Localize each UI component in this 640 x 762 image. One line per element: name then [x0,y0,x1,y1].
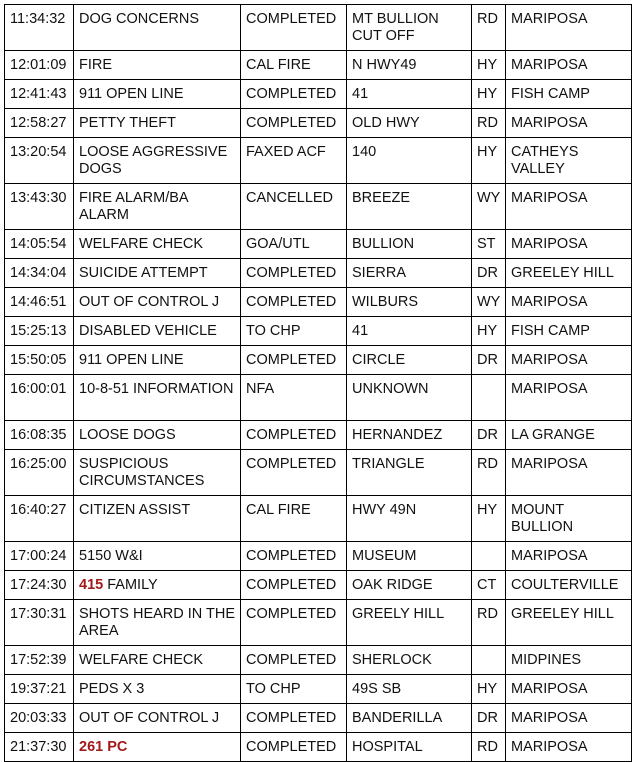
location-cell: BULLION [347,230,472,259]
location-cell: MUSEUM [347,542,472,571]
location-cell: BREEZE [347,184,472,230]
call-time-cell: 17:30:31 [5,600,74,646]
disposition-cell: COMPLETED [241,80,347,109]
call-time-cell: 12:58:27 [5,109,74,138]
street-suffix-cell: DR [472,704,506,733]
call-type-text: SUSPICIOUS CIRCUMSTANCES [79,456,205,489]
call-time-cell: 13:20:54 [5,138,74,184]
location-cell: OAK RIDGE [347,571,472,600]
table-row [5,542,632,571]
city-cell: CATHEYS VALLEY [506,138,632,184]
street-suffix-cell: ST [472,230,506,259]
disposition-cell: COMPLETED [241,259,347,288]
call-type-cell [74,450,241,496]
location-cell: UNKNOWN [347,375,472,421]
call-type-cell [74,600,241,646]
call-type-cell [74,375,241,421]
call-type-cell [74,571,241,600]
location-cell: 41 [347,80,472,109]
city-cell: MARIPOSA [506,346,632,375]
location-cell: WILBURS [347,288,472,317]
disposition-cell: COMPLETED [241,346,347,375]
call-type-text: FAMILY [107,577,158,593]
call-code: 415 [79,577,104,593]
call-type-cell [74,421,241,450]
disposition-cell: GOA/UTL [241,230,347,259]
city-cell: MARIPOSA [506,288,632,317]
call-type-cell [74,646,241,675]
city-cell: MARIPOSA [506,375,632,421]
table-row [5,600,632,646]
table-row [5,230,632,259]
disposition-cell: COMPLETED [241,600,347,646]
street-suffix-cell: HY [472,80,506,109]
call-time-cell: 17:00:24 [5,542,74,571]
call-time-cell: 16:40:27 [5,496,74,542]
city-cell: MIDPINES [506,646,632,675]
table-row [5,51,632,80]
disposition-cell: FAXED ACF [241,138,347,184]
street-suffix-cell: HY [472,317,506,346]
call-type-text: OUT OF CONTROL J [79,710,220,726]
table-row [5,733,632,762]
call-type-text: WELFARE CHECK [79,652,204,668]
street-suffix-cell: CT [472,571,506,600]
city-cell: MARIPOSA [506,51,632,80]
call-type-cell [74,80,241,109]
street-suffix-cell: DR [472,421,506,450]
call-time-cell: 15:25:13 [5,317,74,346]
call-time-cell: 14:05:54 [5,230,74,259]
street-suffix-cell: RD [472,733,506,762]
disposition-cell: COMPLETED [241,288,347,317]
city-cell: MARIPOSA [506,704,632,733]
city-cell: MARIPOSA [506,184,632,230]
call-type-text: PETTY THEFT [79,115,176,131]
city-cell: MOUNT BULLION [506,496,632,542]
table-row [5,138,632,184]
table-row [5,571,632,600]
call-type-text: LOOSE AGGRESSIVE DOGS [79,144,228,177]
location-cell: MT BULLION CUT OFF [347,5,472,51]
street-suffix-cell: RD [472,600,506,646]
disposition-cell: NFA [241,375,347,421]
city-cell: COULTERVILLE [506,571,632,600]
city-cell: MARIPOSA [506,450,632,496]
disposition-cell: COMPLETED [241,733,347,762]
call-type-cell [74,496,241,542]
city-cell: MARIPOSA [506,109,632,138]
disposition-cell: COMPLETED [241,704,347,733]
call-time-cell: 16:08:35 [5,421,74,450]
street-suffix-cell: WY [472,288,506,317]
call-type-text: LOOSE DOGS [79,427,176,443]
call-time-cell: 17:24:30 [5,571,74,600]
call-type-text: OUT OF CONTROL J [79,294,220,310]
street-suffix-cell: HY [472,138,506,184]
call-type-cell [74,109,241,138]
location-cell: 41 [347,317,472,346]
call-type-cell [74,542,241,571]
call-type-text: 911 OPEN LINE [79,86,184,102]
call-type-text: 5150 W&I [79,548,143,564]
disposition-cell: TO CHP [241,675,347,704]
call-time-cell: 15:50:05 [5,346,74,375]
call-type-text: WELFARE CHECK [79,236,204,252]
location-cell: 49S SB [347,675,472,704]
call-time-cell: 11:34:32 [5,5,74,51]
call-time-cell: 16:25:00 [5,450,74,496]
call-type-text: FIRE [79,57,113,73]
call-time-cell: 12:01:09 [5,51,74,80]
disposition-cell: CAL FIRE [241,51,347,80]
location-cell: SHERLOCK [347,646,472,675]
table-row [5,646,632,675]
call-type-text: 911 OPEN LINE [79,352,184,368]
table-row [5,675,632,704]
location-cell: HOSPITAL [347,733,472,762]
call-type-cell [74,675,241,704]
city-cell: MARIPOSA [506,5,632,51]
call-type-text: SUICIDE ATTEMPT [79,265,208,281]
call-type-cell [74,704,241,733]
table-row [5,184,632,230]
street-suffix-cell: HY [472,675,506,704]
street-suffix-cell: DR [472,346,506,375]
street-suffix-cell: HY [472,496,506,542]
table-row [5,450,632,496]
call-type-text: DISABLED VEHICLE [79,323,217,339]
city-cell: GREELEY HILL [506,600,632,646]
disposition-cell: CANCELLED [241,184,347,230]
disposition-cell: COMPLETED [241,5,347,51]
call-time-cell: 12:41:43 [5,80,74,109]
city-cell: GREELEY HILL [506,259,632,288]
call-type-text: SHOTS HEARD IN THE AREA [79,606,236,639]
call-type-cell [74,346,241,375]
street-suffix-cell [472,375,506,421]
call-time-cell: 21:37:30 [5,733,74,762]
call-type-text: FIRE ALARM/BA ALARM [79,190,188,223]
table-row [5,704,632,733]
city-cell: FISH CAMP [506,80,632,109]
city-cell: MARIPOSA [506,675,632,704]
call-type-text: CITIZEN ASSIST [79,502,191,518]
disposition-cell: COMPLETED [241,542,347,571]
call-log-body [5,5,632,762]
street-suffix-cell: DR [472,259,506,288]
call-time-cell: 16:00:01 [5,375,74,421]
city-cell: MARIPOSA [506,230,632,259]
call-type-cell [74,5,241,51]
call-time-cell: 13:43:30 [5,184,74,230]
call-type-text: DOG CONCERNS [79,11,200,27]
location-cell: GREELY HILL [347,600,472,646]
call-time-cell: 14:46:51 [5,288,74,317]
call-type-cell [74,733,241,762]
street-suffix-cell [472,646,506,675]
disposition-cell: COMPLETED [241,450,347,496]
table-row [5,496,632,542]
city-cell: MARIPOSA [506,733,632,762]
table-row [5,5,632,51]
call-type-cell [74,230,241,259]
location-cell: 140 [347,138,472,184]
location-cell: BANDERILLA [347,704,472,733]
disposition-cell: COMPLETED [241,109,347,138]
call-type-cell [74,317,241,346]
location-cell: HERNANDEZ [347,421,472,450]
call-type-cell [74,51,241,80]
disposition-cell: COMPLETED [241,646,347,675]
street-suffix-cell: WY [472,184,506,230]
call-type-cell [74,138,241,184]
table-row [5,421,632,450]
table-row [5,109,632,138]
call-type-cell [74,288,241,317]
location-cell: TRIANGLE [347,450,472,496]
table-row [5,346,632,375]
call-type-text: PEDS X 3 [79,681,145,697]
call-type-cell [74,259,241,288]
city-cell: LA GRANGE [506,421,632,450]
street-suffix-cell [472,542,506,571]
call-type-text: 10-8-51 INFORMATION [79,381,234,397]
table-row [5,259,632,288]
table-row [5,80,632,109]
table-row [5,288,632,317]
location-cell: N HWY49 [347,51,472,80]
call-time-cell: 20:03:33 [5,704,74,733]
city-cell: MARIPOSA [506,542,632,571]
disposition-cell: TO CHP [241,317,347,346]
disposition-cell: COMPLETED [241,571,347,600]
street-suffix-cell: RD [472,450,506,496]
city-cell: FISH CAMP [506,317,632,346]
location-cell: SIERRA [347,259,472,288]
street-suffix-cell: RD [472,109,506,138]
street-suffix-cell: HY [472,51,506,80]
disposition-cell: COMPLETED [241,421,347,450]
table-row [5,317,632,346]
location-cell: HWY 49N [347,496,472,542]
location-cell: CIRCLE [347,346,472,375]
location-cell: OLD HWY [347,109,472,138]
table-row [5,375,632,421]
call-time-cell: 19:37:21 [5,675,74,704]
call-log-table [4,4,632,762]
disposition-cell: CAL FIRE [241,496,347,542]
call-time-cell: 17:52:39 [5,646,74,675]
call-type-cell [74,184,241,230]
call-code: 261 PC [79,739,128,755]
call-time-cell: 14:34:04 [5,259,74,288]
street-suffix-cell: RD [472,5,506,51]
